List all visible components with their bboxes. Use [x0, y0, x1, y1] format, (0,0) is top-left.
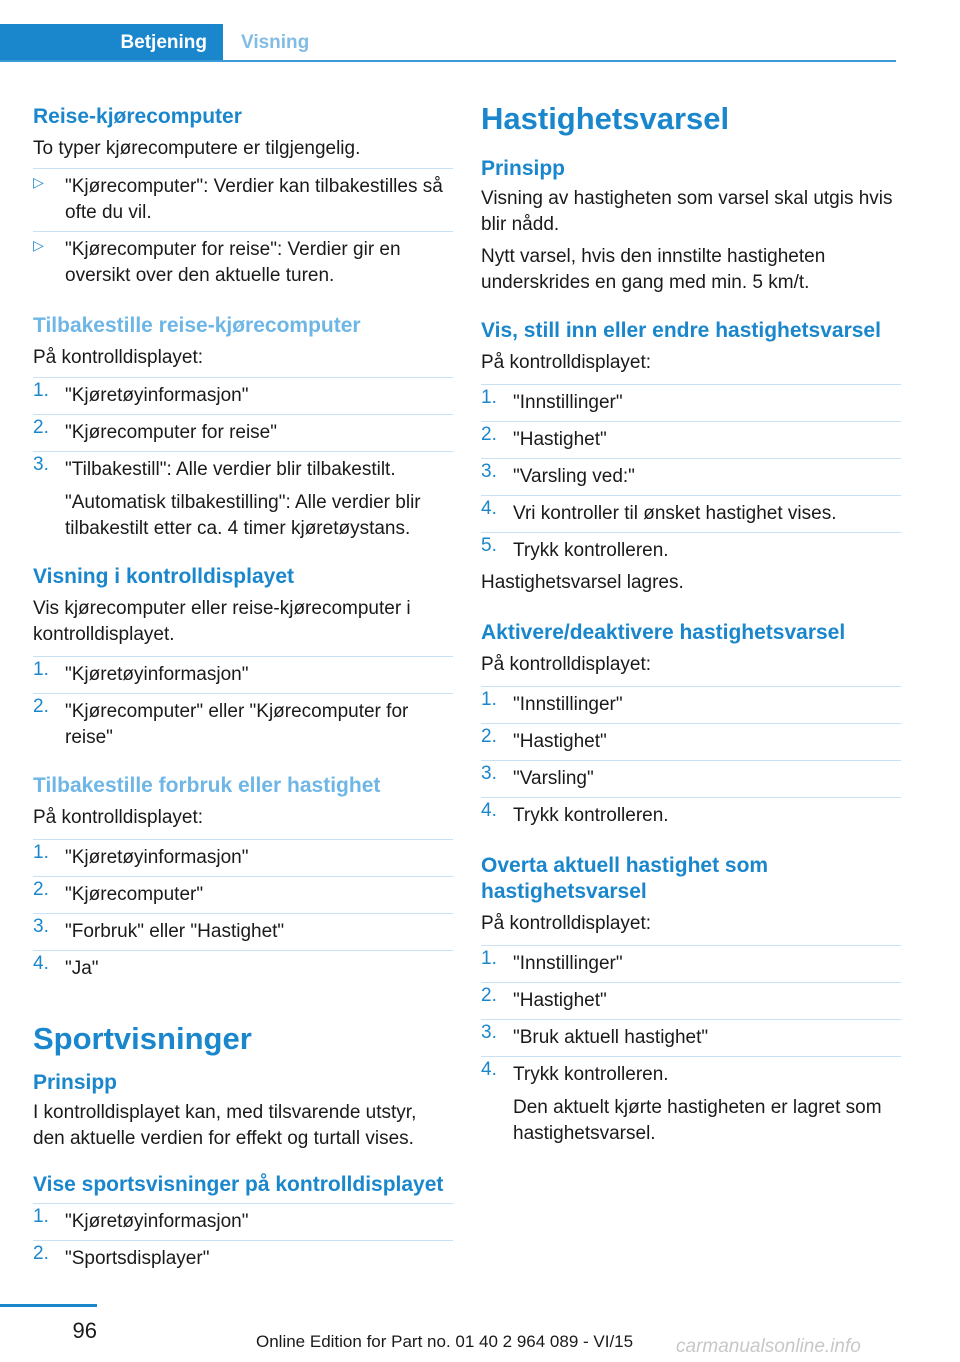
list-item: 4. Vri kontroller til ønsket hastighet vises. [481, 495, 901, 527]
list-item: 1. "Kjøretøyinformasjon" [33, 1203, 453, 1235]
section-outro: Hastighetsvarsel lagres. [481, 572, 684, 593]
list-item: 2. "Hastighet" [481, 723, 901, 755]
numbered-list [33, 839, 453, 982]
list-item: 5. Trykk kontrolleren. [481, 532, 901, 564]
section-subtitle: Prinsipp [481, 157, 566, 180]
triangle-bullet-icon: ▷ [33, 237, 44, 253]
list-item: ▷ "Kjørecomputer for reise": Verdier gir en oversikt over den aktuelle turen. [33, 231, 453, 289]
edition-text: Online Edition for Part no. 01 40 2 964 089 - VI/15 [256, 1332, 634, 1351]
chapter-title: Hastighetsvarsel [481, 101, 730, 136]
numbered-list [33, 1203, 453, 1272]
section-title: Vise sportsvisninger på kontrolldisplayet [33, 1173, 444, 1196]
list-item: 2. "Kjørecomputer" [33, 876, 453, 908]
section-title: Reise-kjørecomputer [33, 105, 242, 128]
section-title: Aktivere/deaktivere hastighetsvarsel [481, 621, 846, 644]
section-title: Overta aktuell hastighet som hastighetsvarsel [481, 854, 769, 903]
list-item: 1. "Kjøretøyinformasjon" [33, 839, 453, 871]
numbered-list [481, 384, 901, 564]
tab-visning[interactable]: Visning [241, 32, 310, 53]
section-title: Tilbakestille reise-kjørecomputer [33, 314, 361, 337]
section-text: To typer kjørecomputere er tilgjengelig. [33, 138, 361, 159]
list-item: 1. "Innstillinger" [481, 384, 901, 416]
numbered-list [481, 686, 901, 829]
list-item: 2. "Sportsdisplayer" [33, 1240, 453, 1272]
list-item: 3. "Forbruk" eller "Hastighet" [33, 913, 453, 945]
footer-divider [0, 1304, 97, 1307]
bullet-list [33, 168, 453, 289]
list-item: 3. "Tilbakestill": Alle verdier blir tilbakestilt. "Automatisk tilbakestilling": Alle verdier blir tilbakestilt etter ca. 4 timer kjøretøystans. [33, 451, 453, 542]
list-item-note: Den aktuelt kjørte hastigheten er lagret som hastighetsvarsel. [513, 1097, 882, 1144]
section-subtitle: Prinsipp [33, 1071, 118, 1094]
list-item: 4. "Ja" [33, 950, 453, 982]
triangle-bullet-icon: ▷ [33, 174, 44, 190]
list-item: 2. "Kjørecomputer for reise" [33, 414, 453, 446]
section-intro: På kontrolldisplayet: [33, 347, 204, 368]
header-divider [0, 60, 896, 62]
watermark: carmanualsonline.info [676, 1336, 861, 1357]
section-intro: På kontrolldisplayet: [481, 913, 652, 934]
section-title: Vis, still inn eller endre hastighetsvarsel [481, 319, 881, 342]
chapter-title: Sportvisninger [33, 1021, 252, 1056]
list-item: 4. Trykk kontrolleren. Den aktuelt kjørte hastigheten er lagret som hastighetsvarsel. [481, 1056, 901, 1147]
list-item: 2. "Kjørecomputer" eller "Kjørecomputer for reise" [33, 693, 453, 751]
right-column [481, 100, 901, 1147]
list-item: 3. "Varsling" [481, 760, 901, 792]
section-intro: På kontrolldisplayet: [33, 807, 204, 828]
list-item: 1. "Innstillinger" [481, 945, 901, 977]
page-number: 96 [72, 1318, 97, 1343]
list-item: 1. "Kjøretøyinformasjon" [33, 656, 453, 688]
list-item: 3. "Bruk aktuell hastighet" [481, 1019, 901, 1051]
list-item: ▷ "Kjørecomputer": Verdier kan tilbakestilles så ofte du vil. [33, 168, 453, 226]
left-column [33, 100, 453, 1272]
list-item-note: "Automatisk tilbakestilling": Alle verdier blir tilbakestilt etter ca. 4 timer kjøretøystans. [65, 492, 421, 539]
list-item: 1. "Kjøretøyinformasjon" [33, 377, 453, 409]
section-text: Nytt varsel, hvis den innstilte hastigheten underskrides en gang med min. 5 km/t. [481, 246, 826, 293]
numbered-list [481, 945, 901, 1147]
numbered-list [33, 377, 453, 542]
list-item: 1. "Innstillinger" [481, 686, 901, 718]
list-item: 4. Trykk kontrolleren. [481, 797, 901, 829]
section-title: Visning i kontrolldisplayet [33, 565, 294, 588]
list-item: 3. "Varsling ved:" [481, 458, 901, 490]
list-item: 2. "Hastighet" [481, 982, 901, 1014]
section-title: Tilbakestille forbruk eller hastighet [33, 774, 381, 797]
numbered-list [33, 656, 453, 751]
section-intro: På kontrolldisplayet: [481, 352, 652, 373]
section-text: Vis kjørecomputer eller reise-kjørecomputer i kontrolldisplayet. [33, 598, 411, 645]
tab-betjening[interactable]: Betjening [0, 24, 223, 62]
section-intro: På kontrolldisplayet: [481, 654, 652, 675]
section-text: I kontrolldisplayet kan, med tilsvarende utstyr, den aktuelle verdien for effekt og turtall vises. [33, 1102, 417, 1149]
list-item: 2. "Hastighet" [481, 421, 901, 453]
section-text: Visning av hastigheten som varsel skal utgis hvis blir nådd. [481, 188, 893, 235]
